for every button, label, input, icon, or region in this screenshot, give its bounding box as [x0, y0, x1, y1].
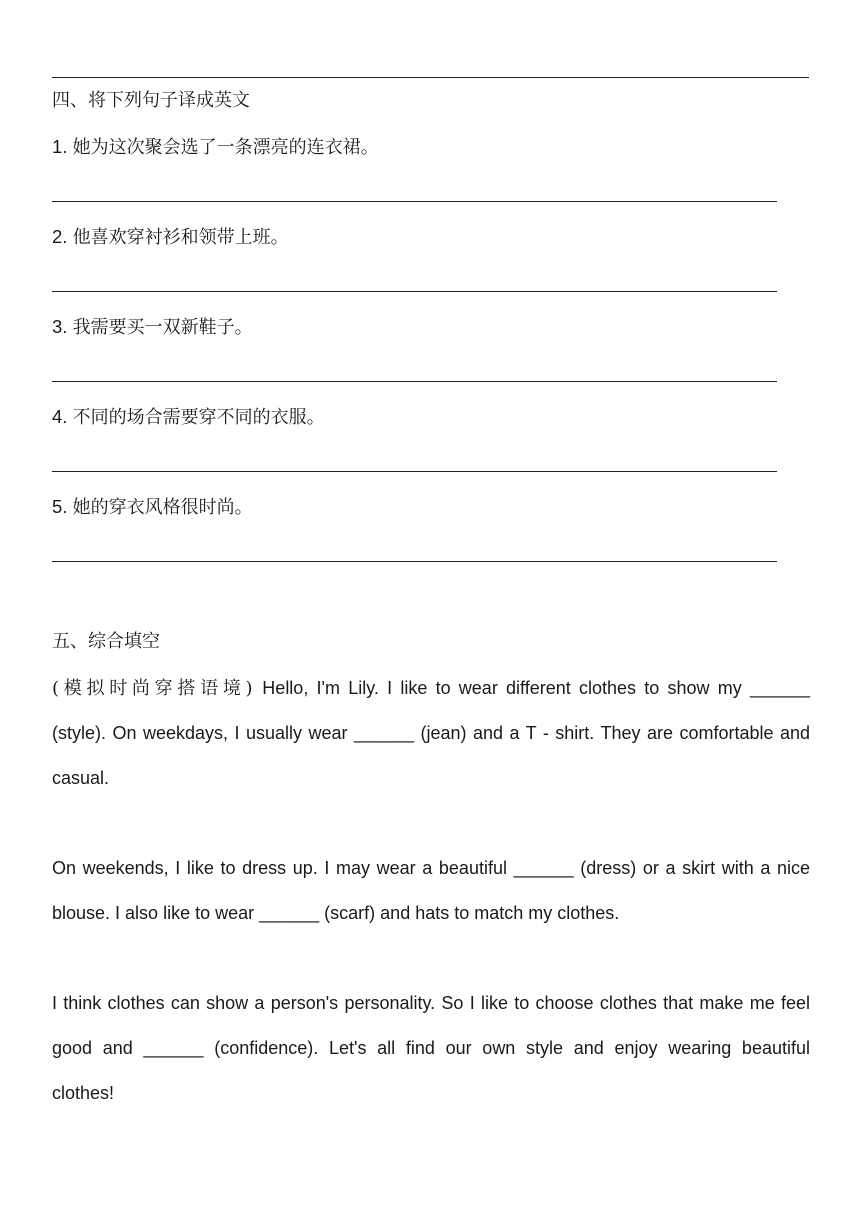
answer-line-2[interactable] — [52, 291, 777, 292]
question-4 — [52, 405, 325, 430]
question-5-number: 5. — [52, 496, 68, 517]
answer-line-3[interactable] — [52, 381, 777, 382]
question-1-number: 1. — [52, 136, 68, 157]
question-1 — [52, 135, 379, 160]
question-3 — [52, 315, 253, 340]
question-4-number: 4. — [52, 406, 68, 427]
passage-line-6: I think clothes can show a person's personality. So I like to choose clothes that make me feel — [52, 993, 810, 1013]
question-1-text: 她为这次聚会选了一条漂亮的连衣裙。 — [72, 137, 379, 158]
passage-line-1 — [52, 676, 810, 701]
answer-line-1[interactable] — [52, 201, 777, 202]
passage-line-3: casual. — [52, 768, 110, 788]
section-4-heading: 四、将下列句子译成英文 — [52, 90, 250, 111]
question-2 — [52, 225, 289, 250]
answer-line-4[interactable] — [52, 471, 777, 472]
question-5 — [52, 495, 253, 520]
question-2-number: 2. — [52, 226, 68, 247]
passage-line-7: good and ______ (confidence). Let's all find our own style and enjoy wearing beautiful — [52, 1038, 810, 1058]
passage-line-4: On weekends, I like to dress up. I may wear a beautiful ______ (dress) or a skirt with a nice — [52, 858, 810, 878]
question-5-text: 她的穿衣风格很时尚。 — [72, 497, 253, 518]
question-2-text: 他喜欢穿衬衫和领带上班。 — [72, 227, 289, 248]
answer-line-5[interactable] — [52, 561, 777, 562]
passage-line-8: clothes! — [52, 1083, 115, 1103]
passage-line-5: blouse. I also like to wear ______ (scarf) and hats to match my clothes. — [52, 903, 620, 923]
passage-line-1-text: Hello, I'm Lily. I like to wear different clothes to show my ______ — [254, 678, 811, 698]
question-3-text: 我需要买一双新鞋子。 — [72, 317, 253, 338]
question-3-number: 3. — [52, 316, 68, 337]
section-5-heading: 五、综合填空 — [52, 631, 160, 652]
context-label: (模拟时尚穿搭语境) — [52, 678, 255, 699]
passage-line-2: (style). On weekdays, I usually wear ______ (jean) and a T - shirt. They are comfortable and — [52, 723, 810, 743]
top-divider — [52, 77, 809, 78]
question-4-text: 不同的场合需要穿不同的衣服。 — [72, 407, 325, 428]
